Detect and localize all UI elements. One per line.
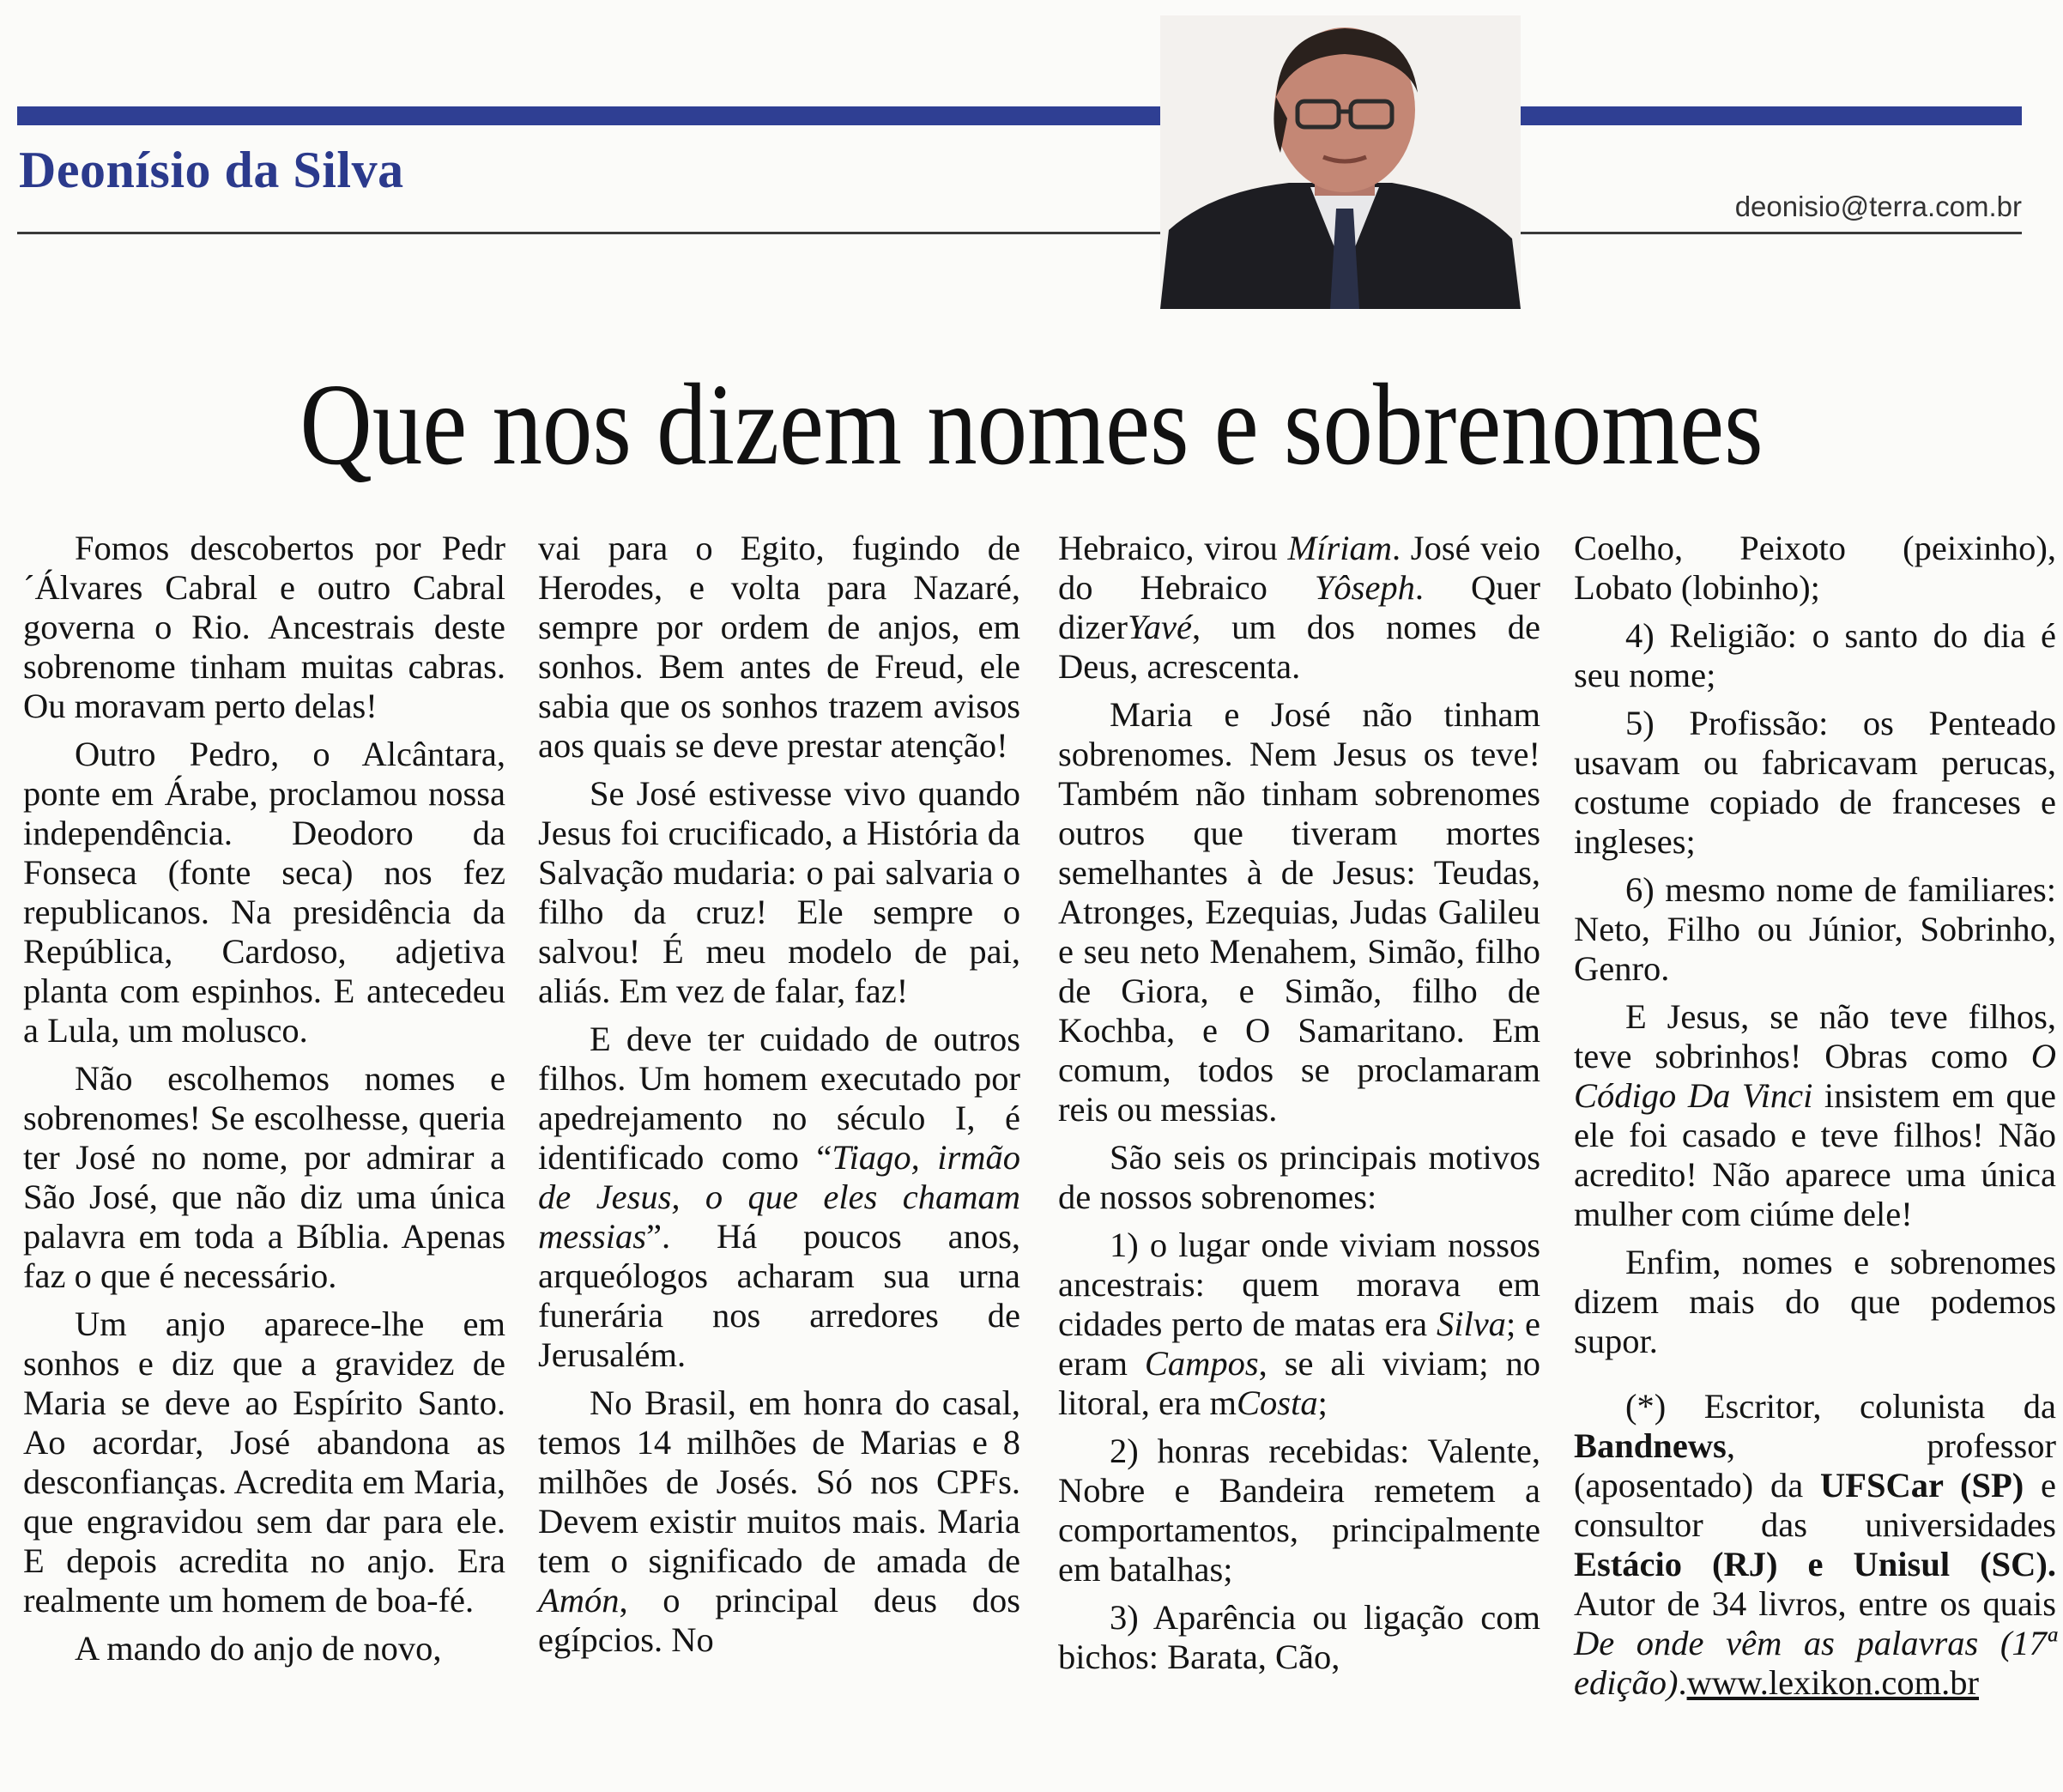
paragraph: Fomos descobertos por Pedr´Álvares Cabral e outro Cabral governa o Rio. Ancestrais deste sobrenome tinham muitas cabras. Ou moravam perto delas!: [23, 529, 505, 725]
list-item: 2) honras recebidas: Valente, Nobre e Bandeira remetem a comportamentos, principalmente em batalhas;: [1058, 1432, 1540, 1589]
term: Míriam: [1287, 529, 1392, 567]
paragraph: [1058, 529, 1540, 687]
text: 1) o lugar onde viviam nossos ancestrais: quem morava em cidades perto de matas era: [1058, 1226, 1540, 1343]
paragraph: Não escolhemos nomes e sobrenomes! Se escolhesse, queria ter José no nome, por admirar a São José, que não diz uma única palavra em toda a Bíblia. Apenas faz o que é necessário.: [23, 1059, 505, 1295]
author-name: Deonísio da Silva: [19, 142, 404, 198]
term: Yavé: [1127, 608, 1192, 646]
text: . José veio do Hebraico: [1058, 529, 1540, 607]
header-rule: [17, 232, 2022, 234]
article-column-1: [23, 529, 505, 1677]
text: E deve ter cuidado de outros filhos. Um homem executado por apedrejamento no século I, é identificado como “: [538, 1020, 1020, 1177]
text: Hebraico, virou: [1058, 529, 1288, 567]
header-blue-bar: [17, 106, 2022, 125]
paragraph: Se José estivesse vivo quando Jesus foi crucificado, a História da Salvação mudaria: o pai salvaria o filho da cruz! Ele sempre o salvou! É meu modelo de pai, aliás. Em vez de falar, faz!: [538, 774, 1020, 1010]
paragraph: A mando do anjo de novo,: [75, 1629, 442, 1668]
list-item: Coelho, Peixoto (peixinho), Lobato (lobinho);: [1574, 529, 2056, 607]
bio-emphasis: Bandnews: [1574, 1426, 1727, 1465]
paragraph: Um anjo aparece-lhe em sonhos e diz que a gravidez de Maria se deve ao Espírito Santo. Ao acordar, José abandona as desconfianças. Acredita em Maria, que engravidou sem dar para ele. E depois acredita no anjo. Era realmente um homem de boa-fé.: [23, 1305, 505, 1619]
paragraph: São seis os principais motivos de nossos sobrenomes:: [1058, 1138, 1540, 1216]
paragraph: vai para o Egito, fugindo de Herodes, e volta para Nazaré, sempre por ordem de anjos, em sonhos. Bem antes de Freud, ele sabia que os sonhos trazem avisos aos quais se deve prestar atenção!: [538, 529, 1020, 765]
term: Yôseph: [1314, 568, 1415, 607]
text: , o principal deus dos egípcios. No: [538, 1581, 1020, 1659]
book-title: O Código Da Vinci: [1574, 1037, 2056, 1115]
text: ”. Há poucos anos, arqueólogos acharam sua urna funerária nos arredores de Jerusalém.: [538, 1217, 1020, 1374]
paragraph: Enfim, nomes e sobrenomes dizem mais do que podemos supor.: [1574, 1243, 2056, 1360]
text: , professor (aposentado) da: [1574, 1426, 2056, 1504]
author-bio: [1574, 1387, 2056, 1703]
list-item: 5) Profissão: os Penteado usavam ou fabricavam perucas, costume copiado de franceses e ingleses;: [1574, 704, 2056, 861]
paragraph: [1574, 997, 2056, 1234]
list-item: 3) Aparência ou ligação com bichos: Barata, Cão,: [1058, 1598, 1540, 1676]
website-link[interactable]: www.lexikon.com.br: [1686, 1663, 1980, 1702]
text: Autor de 34 livros, entre os quais: [1574, 1584, 2056, 1623]
list-item: 4) Religião: o santo do dia é seu nome;: [1574, 616, 2056, 694]
text: ;: [1317, 1383, 1328, 1422]
list-item: [1058, 1226, 1540, 1423]
text: insistem em que ele foi casado e teve filhos! Não acredito! Não aparece uma única mulher com ciúme dele!: [1574, 1076, 2056, 1233]
text: , se ali viviam; no litoral, era m: [1058, 1344, 1540, 1422]
text: (*) Escritor, colunista da: [1625, 1387, 2056, 1426]
paragraph: Outro Pedro, o Alcântara, ponte em Árabe, proclamou nossa independência. Deodoro da Fonseca (fonte seca) nos fez republicanos. Na presidência da República, Cardoso, adjetiva planta com espinhos. E antecedeu a Lula, um molusco.: [23, 735, 505, 1050]
article-column-2: [538, 529, 1020, 1668]
paragraph: Maria e José não tinham sobrenomes. Nem Jesus os teve! Também não tinham sobrenomes outros que tiveram mortes semelhantes à de Jesus: Teudas, Atronges, Ezequias, Judas Galileu e seu neto Menahem, Simão, filho de Giora, e Simão, filho de Kochba, e O Samaritano. Em comum, todos se proclamaram reis ou messias.: [1058, 695, 1540, 1129]
term: Amón: [538, 1581, 620, 1619]
term: Costa: [1237, 1383, 1318, 1422]
term: Campos: [1144, 1344, 1259, 1383]
paragraph: [538, 1383, 1020, 1660]
text: ; e eram: [1058, 1305, 1540, 1383]
author-email[interactable]: deonisio@terra.com.br: [1734, 191, 2022, 222]
paragraph: [538, 1020, 1020, 1375]
text: , um dos nomes de Deus, acrescenta.: [1058, 608, 1540, 686]
book-title: De onde vêm as palavras (17ª edição): [1574, 1624, 2056, 1702]
text: E Jesus, se não teve filhos, teve sobrinhos! Obras como: [1574, 997, 2056, 1075]
list-item: 6) mesmo nome de familiares: Neto, Filho ou Júnior, Sobrinho, Genro.: [1574, 870, 2056, 988]
text: .: [1678, 1663, 1687, 1702]
term: Silva: [1436, 1305, 1506, 1343]
article-column-4: [1574, 529, 2056, 1711]
author-photo: [1160, 15, 1521, 309]
text: e consultor das universidades: [1574, 1466, 2056, 1544]
text: . Quer dizer: [1058, 568, 1540, 646]
quote: Tiago, irmão de Jesus, o que eles chamam messias: [538, 1138, 1020, 1256]
article-column-3: [1058, 529, 1540, 1686]
article-headline: Que nos dizem nomes e sobrenomes: [299, 360, 1764, 489]
text: No Brasil, em honra do casal, temos 14 milhões de Marias e 8 milhões de Josés. Só nos CPFs. Devem existir muitos mais. Maria tem o significado de amada de: [538, 1383, 1020, 1580]
bio-emphasis: Estácio (RJ) e Unisul (SC).: [1574, 1545, 2056, 1583]
bio-emphasis: UFSCar (SP): [1819, 1466, 2024, 1504]
